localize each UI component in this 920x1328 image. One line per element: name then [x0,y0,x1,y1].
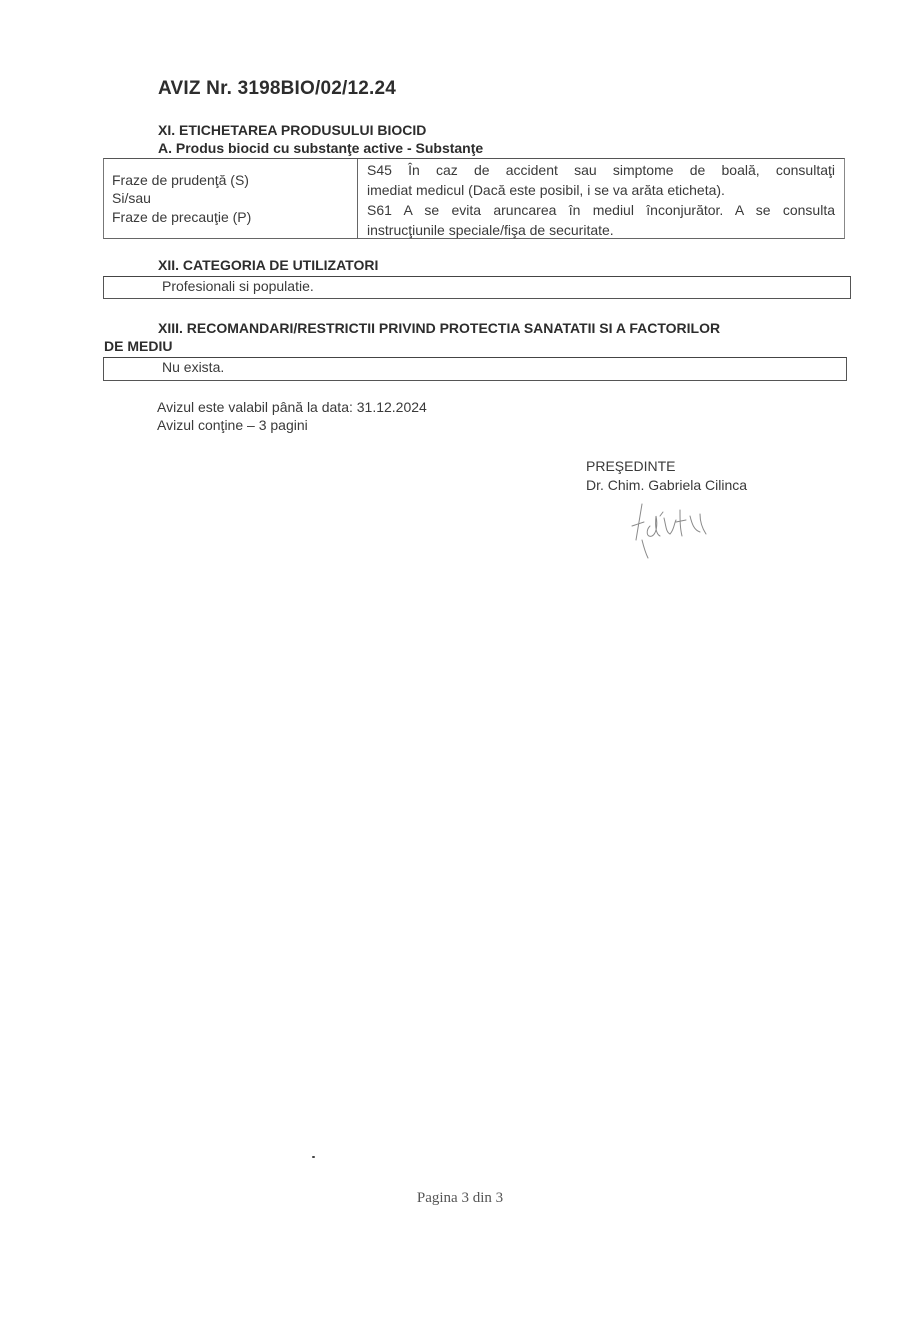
section-xi-subheading: A. Produs biocid cu substanţe active - Substanţe [158,140,484,156]
document-title: AVIZ Nr. 3198BIO/02/12.24 [158,78,397,99]
labeling-table [103,158,845,239]
right-cell [367,161,835,241]
section-xiii-heading-line-1: XIII. RECOMANDARI/RESTRICTII PRIVIND PROTECTIA SANATATII SI A FACTORILOR [158,320,721,336]
user-category-value: Profesionali si populatie. [162,278,314,294]
right-cell-line-4: instrucţiunile speciale/fişa de securitate. [367,222,614,238]
section-xi-heading: XI. ETICHETAREA PRODUSULUI BIOCID [158,122,427,138]
recommendations-value: Nu exista. [162,359,225,375]
left-cell-line-1: Fraze de prudenţă (S) [112,172,249,188]
handwritten-signature [630,496,720,571]
page-number: Pagina 3 din 3 [416,1190,504,1206]
signatory-role: PREŞEDINTE [586,458,676,474]
signatory-name: Dr. Chim. Gabriela Cilinca [586,477,748,493]
right-cell-line-3: S61 A se evita aruncarea în mediul înconjurător. A se consulta [367,202,835,218]
recommendations-box [103,357,847,381]
page-count-note: Avizul conţine – 3 pagini [157,417,308,433]
right-cell-line-1: S45 În caz de accident sau simptome de boală, consultaţi [367,162,835,178]
section-xiii-heading-line-2: DE MEDIU [104,338,173,354]
scan-speck [312,1156,315,1158]
left-cell-line-2: Si/sau [112,190,151,206]
left-cell-line-3: Fraze de precauţie (P) [112,209,252,225]
user-category-box [103,276,851,299]
table-column-divider [357,159,358,238]
validity-date: Avizul este valabil până la data: 31.12.2024 [157,399,427,415]
section-xii-heading: XII. CATEGORIA DE UTILIZATORI [158,257,379,273]
right-cell-line-2: imediat medicul (Dacă este posibil, i se va arăta eticheta). [367,182,725,198]
